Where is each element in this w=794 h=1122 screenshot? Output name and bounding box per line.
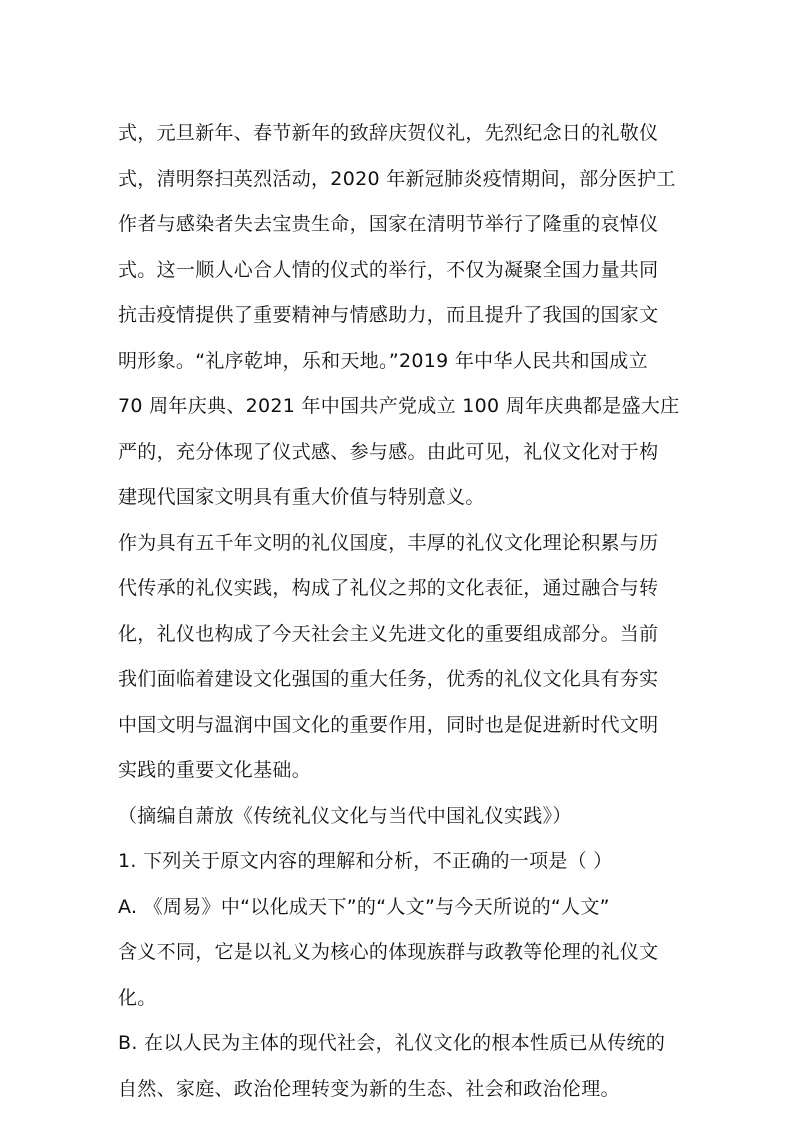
question-stem: 1. 下列关于原文内容的理解和分析，不正确的一项是（ ） [118, 850, 613, 872]
paragraph-1-line: 作者与感染者失去宝贵生命，国家在清明节举行了隆重的哀悼仪 [118, 213, 659, 235]
paragraph-2-line: 中国文明与温润中国文化的重要作用，同时也是促进新时代文明 [118, 714, 659, 736]
option-a-line: 化。 [118, 987, 157, 1009]
option-b-line: B. 在以人民为主体的现代社会，礼仪文化的根本性质已从传统的 [118, 1032, 666, 1054]
paragraph-2-line: 我们面临着建设文化强国的重大任务，优秀的礼仪文化具有夯实 [118, 668, 659, 690]
paragraph-1-line: 抗击疫情提供了重要精神与情感助力，而且提升了我国的国家文 [118, 304, 659, 326]
paragraph-2-line: 代传承的礼仪实践，构成了礼仪之邦的文化表征，通过融合与转 [118, 577, 659, 599]
paragraph-1-line: 式，元旦新年、春节新年的致辞庆贺仪礼，先烈纪念日的礼敬仪 [118, 122, 659, 144]
paragraph-1-line: 建现代国家文明具有重大价值与特别意义。 [118, 486, 485, 508]
paragraph-1-line: 式。这一顺人心合人情的仪式的举行，不仅为凝聚全国力量共同 [118, 259, 659, 281]
source-citation: （摘编自萧放《传统礼仪文化与当代中国礼仪实践》） [118, 805, 572, 827]
paragraph-1-line: 明形象。“礼序乾坤，乐和天地。”2019 年中华人民共和国成立 [118, 350, 648, 372]
paragraph-1-line: 严的，充分体现了仪式感、参与感。由此可见，礼仪文化对于构 [118, 441, 659, 463]
option-a-line: 含义不同，它是以礼义为核心的体现族群与政教等伦理的礼仪文 [118, 941, 659, 963]
option-b-line: 自然、家庭、政治伦理转变为新的生态、社会和政治伦理。 [118, 1078, 620, 1100]
paragraph-2-line: 作为具有五千年文明的礼仪国度，丰厚的礼仪文化理论积累与历 [118, 532, 659, 554]
paragraph-2-line: 实践的重要文化基础。 [118, 759, 312, 781]
paragraph-1-line: 70 周年庆典、2021 年中国共产党成立 100 周年庆典都是盛大庄 [118, 395, 680, 417]
option-a-line: A. 《周易》中“以化成天下”的“人文”与今天所说的“人文” [118, 896, 610, 918]
paragraph-1-line: 式，清明祭扫英烈活动，2020 年新冠肺炎疫情期间，部分医护工 [118, 168, 676, 190]
paragraph-2-line: 化，礼仪也构成了今天社会主义先进文化的重要组成部分。当前 [118, 623, 659, 645]
